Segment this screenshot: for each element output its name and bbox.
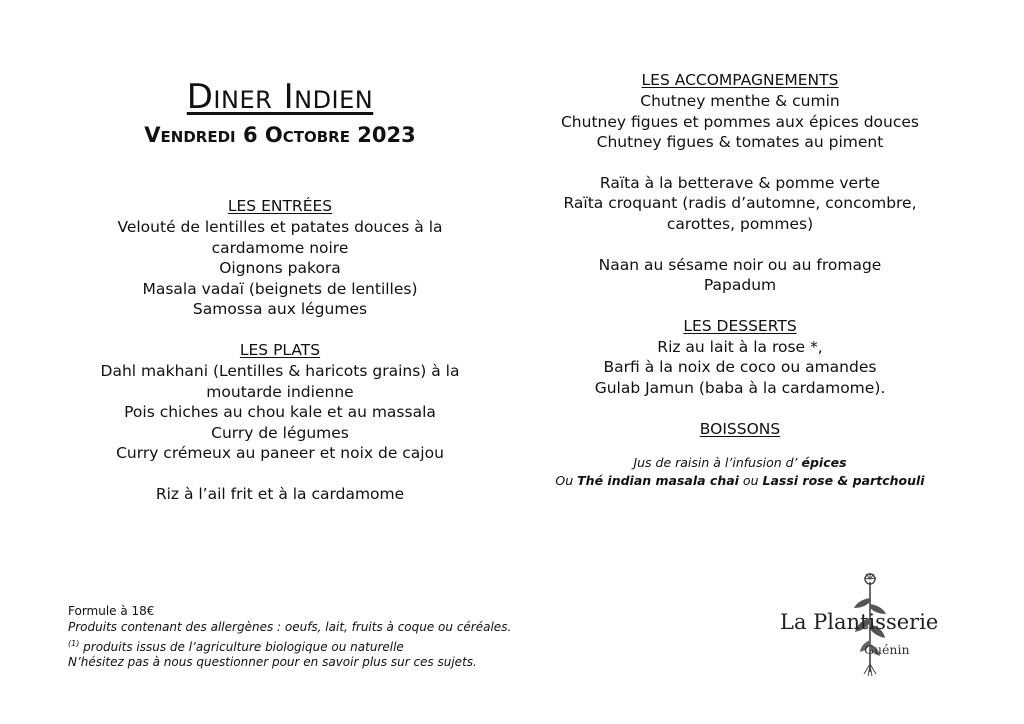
plat-item: Curry de légumes <box>211 423 349 442</box>
organic-line: $^{(1)}$ produits issus de l’agriculture biologique ou naturelle <box>68 638 404 654</box>
entree-item: Velouté de lentilles et patates douces à la <box>117 218 443 236</box>
rice-item: Riz à l’ail frit et à la cardamome <box>155 484 405 503</box>
bread-item: Papadum <box>703 276 777 295</box>
plat-item: Dahl makhani (Lentilles & haricots grains) à la <box>100 361 460 380</box>
raita-item: Raïta à la betterave & pomme verte <box>599 173 881 192</box>
entree-item: Masala vadaï (beignets de lentilles) <box>142 279 418 298</box>
menu-date: Vendredi 6 Octobre 2023 <box>144 123 416 147</box>
plat-item: moutarde indienne <box>206 382 354 401</box>
menu-title: Diner Indien <box>186 77 374 117</box>
desserts-heading: LES DESSERTS <box>683 316 797 335</box>
raita-item: Raïta croquant (radis d’automne, concombre, <box>563 194 917 213</box>
left-column <box>90 78 470 505</box>
right-column <box>540 70 940 490</box>
dessert-item: Riz au lait à la rose *, <box>657 337 823 356</box>
chutney-item: Chutney figues et pommes aux épices douces <box>560 112 919 131</box>
plat-item: Curry crémeux au paneer et noix de cajou <box>116 444 444 463</box>
raita-item: carottes, pommes) <box>666 214 814 233</box>
beverage-line-1: Jus de raisin à l’infusion d’ épices <box>633 454 847 470</box>
logo-name: La Plantisserie <box>780 610 939 634</box>
chutney-item: Chutney menthe & cumin <box>640 92 840 110</box>
plat-item: Pois chiches au chou kale et au massala <box>124 403 436 422</box>
price-line: Formule à 18€ <box>68 604 155 618</box>
entrees-heading: LES ENTRÉES <box>227 197 333 215</box>
boissons-heading: BOISSONS <box>699 419 781 438</box>
dessert-item: Barfi à la noix de coco ou amandes <box>603 358 877 377</box>
logo-location: Guénin <box>864 642 910 657</box>
entree-item: cardamome noire <box>211 238 349 257</box>
dessert-item: Gulab Jamun (baba à la cardamome). <box>594 378 886 397</box>
accompagnements-heading: LES ACCOMPAGNEMENTS <box>641 71 839 89</box>
entree-item: Oignons pakora <box>219 259 341 278</box>
brand-logo <box>780 568 950 678</box>
beverage-line-2: Ou Thé indian masala chai ou Lassi rose & partchouli <box>555 472 925 488</box>
chutney-item: Chutney figues & tomates au piment <box>596 133 884 152</box>
questions-line: N’hésitez pas à nous questionner pour en savoir plus sur ces sujets. <box>68 655 477 670</box>
allergens-line: Produits contenant des allergènes : oeufs, lait, fruits à coque ou céréales. <box>68 619 512 634</box>
footer-notes <box>68 604 588 671</box>
bread-item: Naan au sésame noir ou au fromage <box>598 255 882 274</box>
plats-heading: LES PLATS <box>239 340 321 359</box>
entree-item: Samossa aux légumes <box>192 300 368 319</box>
